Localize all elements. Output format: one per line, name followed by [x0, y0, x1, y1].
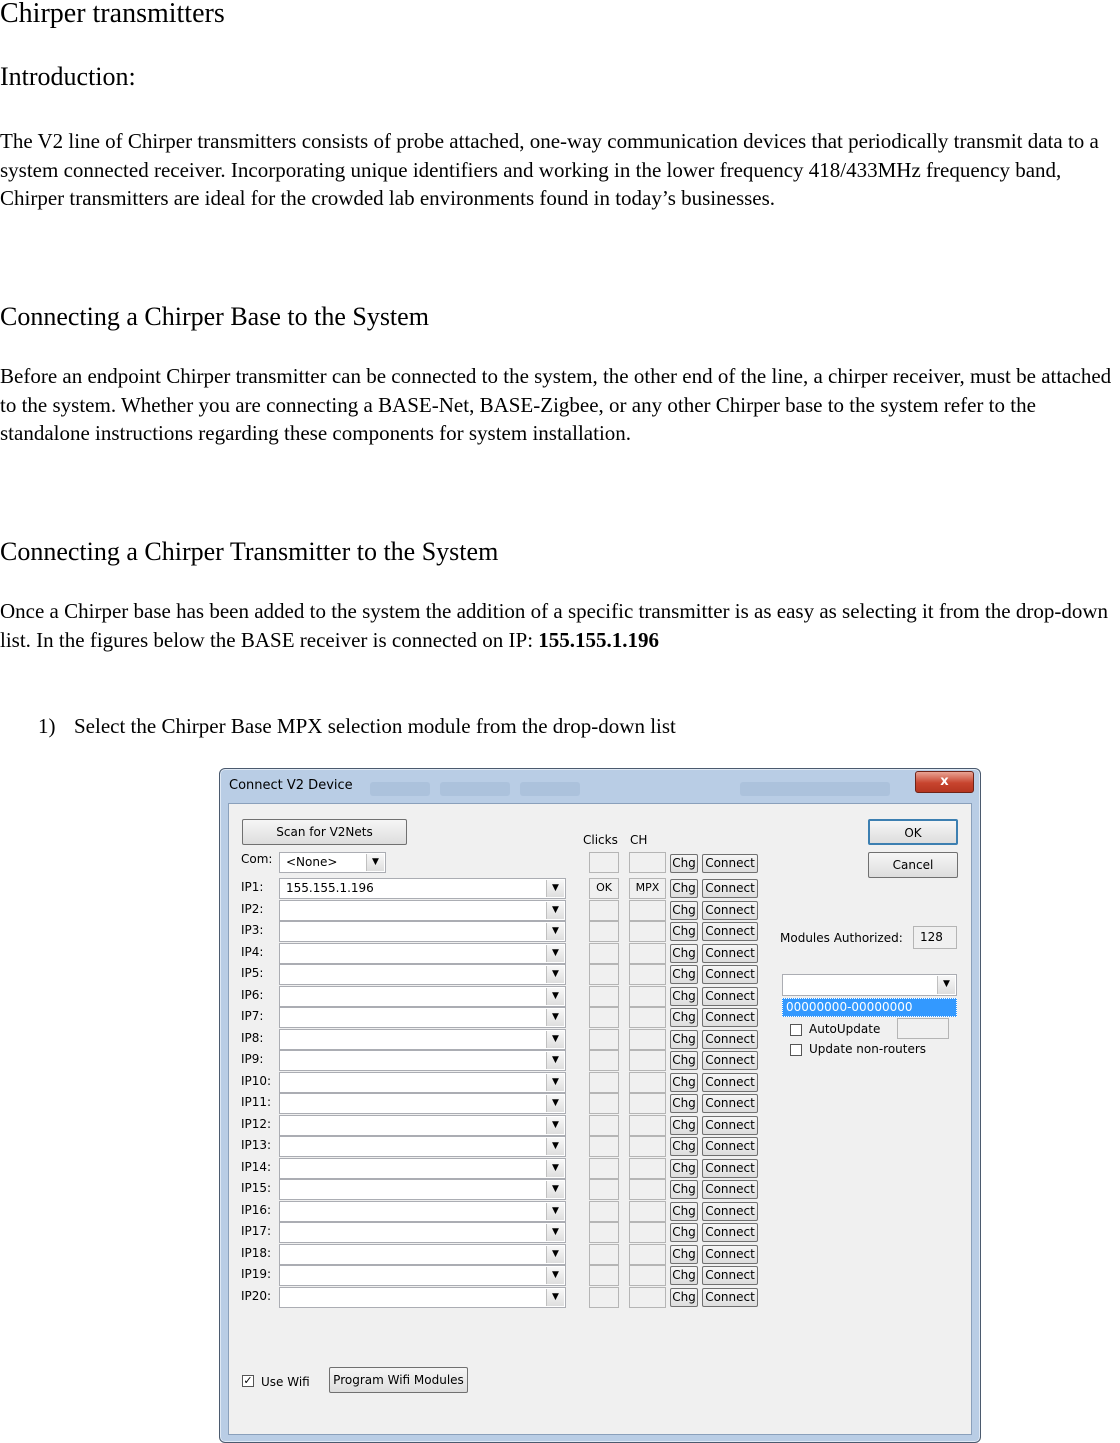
connect-button[interactable]: Connect: [702, 1137, 758, 1156]
chevron-down-icon[interactable]: ▼: [546, 1117, 564, 1134]
connect-button[interactable]: Connect: [702, 1266, 758, 1285]
ip-label: IP9:: [241, 1052, 264, 1066]
ip-address-combo[interactable]: [279, 1029, 566, 1050]
com-ch-field: [629, 852, 666, 873]
ch-field: [629, 1050, 666, 1071]
ip-address-combo[interactable]: [279, 921, 566, 942]
modules-authorized-value: 128: [913, 926, 957, 949]
chg-button[interactable]: Chg: [670, 1030, 698, 1049]
module-dropdown[interactable]: [782, 974, 957, 996]
ip-label: IP3:: [241, 923, 264, 937]
ip-label: IP5:: [241, 966, 264, 980]
chevron-down-icon[interactable]: ▼: [546, 945, 564, 962]
close-button[interactable]: x: [915, 771, 974, 793]
autoupdate-field: [897, 1018, 949, 1039]
clicks-field: [589, 1158, 619, 1179]
ip-address-combo[interactable]: [279, 964, 566, 985]
ch-field: [629, 1093, 666, 1114]
chg-button[interactable]: Chg: [670, 1116, 698, 1135]
intro-paragraph: The V2 line of Chirper transmitters consists of probe attached, one-way communication devices that periodically transmit data to a system connected receiver. Incorporating unique identifiers and working in the lower frequency 418/433MHz frequency band, Chirper transmitters are ideal for the crowded lab environments found in today’s businesses.: [0, 129, 1099, 210]
ip-label: IP14:: [241, 1160, 272, 1174]
chevron-down-icon[interactable]: ▼: [546, 880, 564, 897]
clicks-field: [589, 1029, 619, 1050]
connect-button[interactable]: Connect: [702, 1030, 758, 1049]
chevron-down-icon[interactable]: ▼: [546, 902, 564, 919]
ip-address-combo[interactable]: [279, 1093, 566, 1114]
connect-button[interactable]: Connect: [702, 1180, 758, 1199]
ch-field: [629, 986, 666, 1007]
clicks-field: [589, 1007, 619, 1028]
chevron-down-icon[interactable]: ▼: [546, 923, 564, 940]
chevron-down-icon[interactable]: ▼: [546, 1246, 564, 1263]
ip-address-combo[interactable]: [279, 1265, 566, 1286]
chg-button[interactable]: Chg: [670, 1223, 698, 1242]
ch-field: MPX: [629, 878, 666, 899]
connect-button[interactable]: Connect: [702, 1245, 758, 1264]
use-wifi-checkbox[interactable]: [242, 1375, 254, 1387]
ch-field: [629, 1244, 666, 1265]
com-label: Com:: [241, 852, 273, 866]
chevron-down-icon[interactable]: ▼: [546, 988, 564, 1005]
chevron-down-icon[interactable]: ▼: [546, 966, 564, 983]
ch-field: [629, 1158, 666, 1179]
ch-field: [629, 1265, 666, 1286]
com-chg-button[interactable]: Chg: [670, 854, 698, 873]
ip-address-combo[interactable]: [279, 943, 566, 964]
ip-address-combo[interactable]: [279, 900, 566, 921]
chg-button[interactable]: Chg: [670, 922, 698, 941]
clicks-field: [589, 986, 619, 1007]
dialog-titlebar[interactable]: [220, 769, 980, 803]
connect-button[interactable]: Connect: [702, 1073, 758, 1092]
document-title: Chirper transmitters: [0, 0, 225, 29]
clicks-field: [589, 1287, 619, 1308]
clicks-field: [589, 1222, 619, 1243]
ch-field: [629, 1072, 666, 1093]
ch-field: [629, 1287, 666, 1308]
ok-button[interactable]: OK: [868, 819, 958, 845]
ip-address-combo[interactable]: [279, 878, 566, 899]
ch-field: [629, 1029, 666, 1050]
connect-button[interactable]: Connect: [702, 1116, 758, 1135]
ch-field: [629, 1179, 666, 1200]
connect-button[interactable]: Connect: [702, 1223, 758, 1242]
ip-label: IP18:: [241, 1246, 272, 1260]
chevron-down-icon[interactable]: ▼: [546, 1289, 564, 1306]
ip-address-combo[interactable]: [279, 1050, 566, 1071]
intro-heading: Introduction:: [0, 62, 136, 91]
chevron-down-icon[interactable]: ▼: [546, 1031, 564, 1048]
scan-for-v2nets-button[interactable]: Scan for V2Nets: [242, 819, 407, 845]
ip-address-combo[interactable]: [279, 986, 566, 1007]
autoupdate-checkbox[interactable]: [790, 1024, 802, 1036]
chevron-down-icon[interactable]: ▼: [546, 1052, 564, 1069]
step-1: [38, 712, 676, 740]
connect-button[interactable]: Connect: [702, 1288, 758, 1307]
com-dropdown[interactable]: [279, 852, 386, 873]
clicks-field: [589, 1179, 619, 1200]
connect-button[interactable]: Connect: [702, 1202, 758, 1221]
connect-button[interactable]: Connect: [702, 1159, 758, 1178]
ip-address-combo[interactable]: [279, 1007, 566, 1028]
clicks-field: [589, 1072, 619, 1093]
chevron-down-icon[interactable]: ▼: [546, 1095, 564, 1112]
chg-button[interactable]: Chg: [670, 1137, 698, 1156]
base-section-paragraph: Before an endpoint Chirper transmitter can be connected to the system, the other end of the line, a chirper receiver, must be attached to the system. Whether you are connecting a BASE-Net, BASE-Zigbee, or any other Chirper base to the system refer to the standalone instructions regarding these components for system installation.: [0, 364, 1112, 445]
step-text: Select the Chirper Base MPX selection module from the drop-down list: [74, 714, 676, 738]
connect-button[interactable]: Connect: [702, 1008, 758, 1027]
chevron-down-icon[interactable]: ▼: [366, 854, 384, 871]
ch-field: [629, 1222, 666, 1243]
connect-button[interactable]: Connect: [702, 901, 758, 920]
connect-button[interactable]: Connect: [702, 944, 758, 963]
ip-label: IP6:: [241, 988, 264, 1002]
chg-button[interactable]: Chg: [670, 1245, 698, 1264]
chevron-down-icon[interactable]: ▼: [546, 1203, 564, 1220]
chg-button[interactable]: Chg: [670, 1266, 698, 1285]
ch-field: [629, 943, 666, 964]
ip-address-combo[interactable]: [279, 1072, 566, 1093]
com-clicks-field: [589, 852, 619, 873]
ip-label: IP15:: [241, 1181, 272, 1195]
ip-address-combo[interactable]: [279, 1201, 566, 1222]
chevron-down-icon[interactable]: ▼: [546, 1009, 564, 1026]
transmitter-section-heading: Connecting a Chirper Transmitter to the System: [0, 537, 499, 566]
modules-authorized-label: Modules Authorized:: [780, 931, 903, 945]
chg-button[interactable]: Chg: [670, 1180, 698, 1199]
transmitter-text: Once a Chirper base has been added to the system the addition of a specific transmitter is as easy as selecting it from the drop-down list. In the figures below the BASE receiver is connected on IP:: [0, 599, 1108, 652]
background-window-ghost: [520, 782, 580, 796]
clicks-field: [589, 1201, 619, 1222]
com-connect-button[interactable]: Connect: [702, 854, 758, 873]
chg-button[interactable]: Chg: [670, 901, 698, 920]
ip-label: IP7:: [241, 1009, 264, 1023]
chg-button[interactable]: Chg: [670, 1073, 698, 1092]
ch-header: CH: [630, 833, 648, 847]
ip-label: IP8:: [241, 1031, 264, 1045]
ip-label: IP12:: [241, 1117, 272, 1131]
connect-v2-device-dialog: [219, 768, 981, 1443]
update-nonrouters-checkbox[interactable]: [790, 1044, 802, 1056]
base-ip-address: 155.155.1.196: [538, 627, 660, 652]
ch-field: [629, 1115, 666, 1136]
background-window-ghost: [370, 782, 430, 796]
chg-button[interactable]: Chg: [670, 1008, 698, 1027]
chg-button[interactable]: Chg: [670, 1288, 698, 1307]
clicks-field: [589, 921, 619, 942]
ip-label: IP19:: [241, 1267, 272, 1281]
dialog-title: Connect V2 Device: [229, 778, 353, 793]
program-wifi-modules-button[interactable]: Program Wifi Modules: [329, 1367, 468, 1393]
clicks-field: [589, 1093, 619, 1114]
clicks-field: [589, 1136, 619, 1157]
ch-field: [629, 1136, 666, 1157]
com-value: <None>: [286, 855, 338, 869]
module-option-selected[interactable]: 00000000-00000000: [782, 998, 957, 1017]
clicks-field: OK: [589, 878, 619, 899]
clicks-field: [589, 1050, 619, 1071]
connect-button[interactable]: Connect: [702, 1094, 758, 1113]
chg-button[interactable]: Chg: [670, 965, 698, 984]
autoupdate-label: AutoUpdate: [809, 1022, 881, 1036]
clicks-field: [589, 964, 619, 985]
ip-label: IP20:: [241, 1289, 272, 1303]
chevron-down-icon[interactable]: ▼: [546, 1160, 564, 1177]
connect-button[interactable]: Connect: [702, 879, 758, 898]
clicks-field: [589, 1265, 619, 1286]
transmitter-section-paragraph: [0, 597, 1120, 654]
update-nonrouters-label: Update non-routers: [809, 1042, 927, 1056]
ip-address-combo[interactable]: [279, 1136, 566, 1157]
ip-label: IP1:: [241, 880, 264, 894]
clicks-field: [589, 1115, 619, 1136]
chg-button[interactable]: Chg: [670, 987, 698, 1006]
background-window-ghost: [740, 782, 890, 796]
chevron-down-icon[interactable]: ▼: [546, 1224, 564, 1241]
ip-address-combo[interactable]: [279, 1287, 566, 1308]
cancel-button[interactable]: Cancel: [868, 852, 958, 878]
chevron-down-icon[interactable]: ▼: [546, 1267, 564, 1284]
ip-address-value: 155.155.1.196: [286, 881, 374, 895]
connect-button[interactable]: Connect: [702, 922, 758, 941]
connect-button[interactable]: Connect: [702, 987, 758, 1006]
ip-label: IP17:: [241, 1224, 272, 1238]
dialog-client-area: [228, 803, 972, 1435]
ip-address-combo[interactable]: [279, 1222, 566, 1243]
clicks-field: [589, 1244, 619, 1265]
ip-label: IP4:: [241, 945, 264, 959]
ip-address-combo[interactable]: [279, 1244, 566, 1265]
ip-label: IP10:: [241, 1074, 272, 1088]
ip-address-combo[interactable]: [279, 1179, 566, 1200]
clicks-field: [589, 900, 619, 921]
chg-button[interactable]: Chg: [670, 1202, 698, 1221]
ch-field: [629, 1201, 666, 1222]
chg-button[interactable]: Chg: [670, 879, 698, 898]
ch-field: [629, 900, 666, 921]
clicks-field: [589, 943, 619, 964]
chevron-down-icon[interactable]: ▼: [937, 976, 955, 994]
chevron-down-icon[interactable]: ▼: [546, 1181, 564, 1198]
base-section-heading: Connecting a Chirper Base to the System: [0, 302, 429, 331]
checkmark-icon: ✓: [243, 1374, 253, 1387]
background-window-ghost: [440, 782, 510, 796]
ch-field: [629, 921, 666, 942]
use-wifi-label: Use Wifi: [261, 1375, 310, 1389]
ip-label: IP11:: [241, 1095, 272, 1109]
chevron-down-icon[interactable]: ▼: [546, 1074, 564, 1091]
connect-button[interactable]: Connect: [702, 1051, 758, 1070]
ip-label: IP16:: [241, 1203, 272, 1217]
ip-label: IP13:: [241, 1138, 272, 1152]
ch-field: [629, 1007, 666, 1028]
chg-button[interactable]: Chg: [670, 1094, 698, 1113]
ch-field: [629, 964, 666, 985]
chg-button[interactable]: Chg: [670, 944, 698, 963]
chevron-down-icon[interactable]: ▼: [546, 1138, 564, 1155]
chg-button[interactable]: Chg: [670, 1159, 698, 1178]
connect-button[interactable]: Connect: [702, 965, 758, 984]
ip-address-combo[interactable]: [279, 1115, 566, 1136]
chg-button[interactable]: Chg: [670, 1051, 698, 1070]
ip-label: IP2:: [241, 902, 264, 916]
clicks-header: Clicks: [583, 833, 618, 847]
ip-address-combo[interactable]: [279, 1158, 566, 1179]
step-number: 1): [38, 714, 56, 738]
